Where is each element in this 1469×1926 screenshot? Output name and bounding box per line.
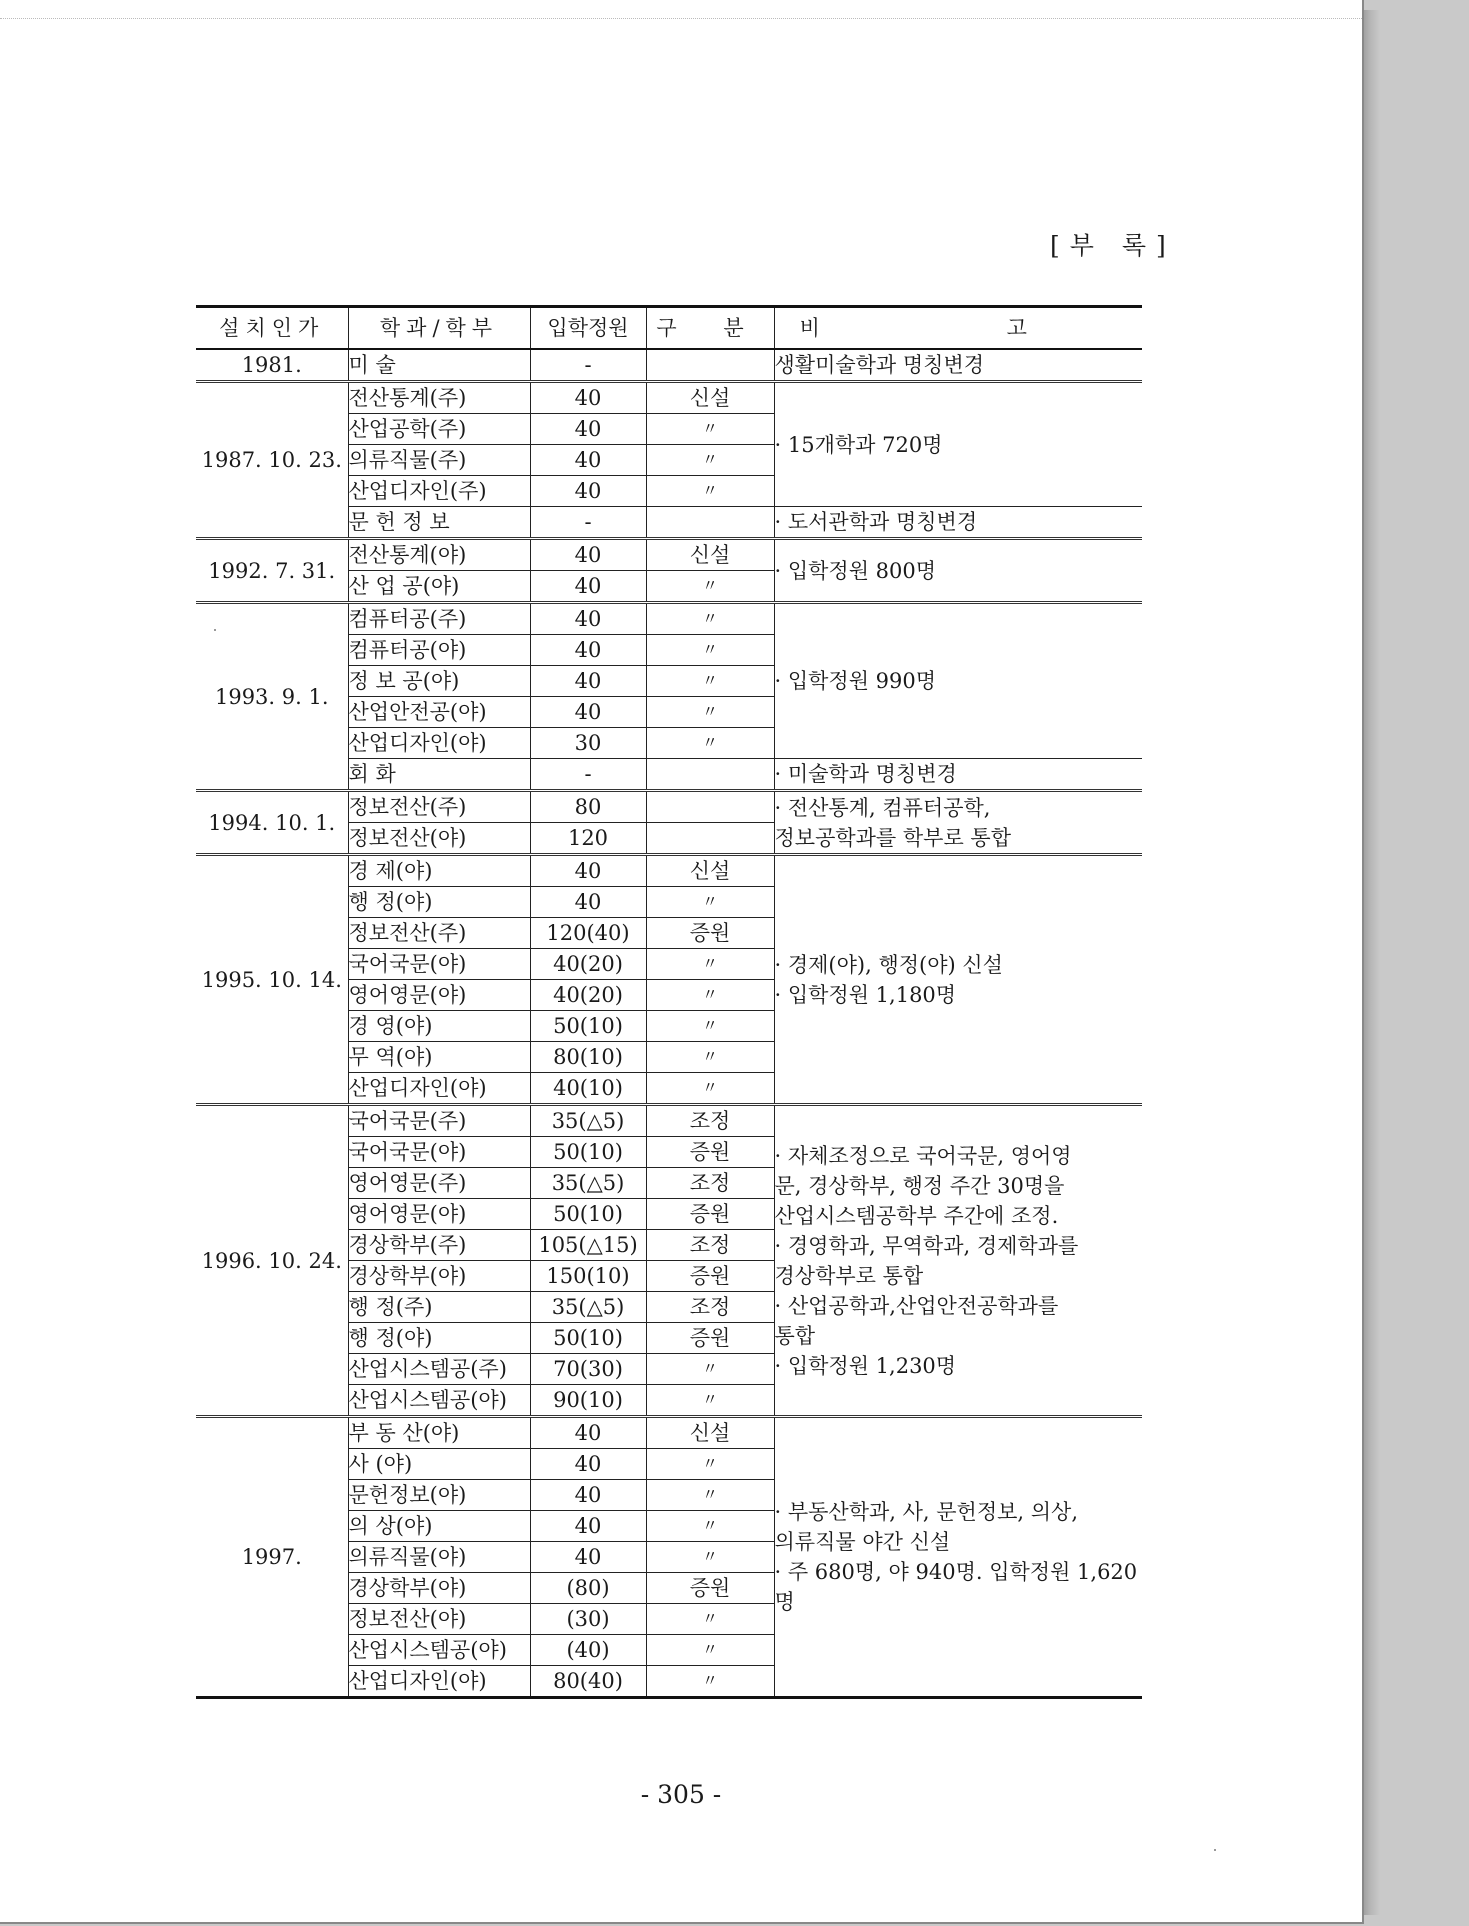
department-cell: 의 상(야) xyxy=(348,1511,530,1542)
remarks-line: · 입학정원 990명 xyxy=(774,669,937,693)
category-cell: 〃 xyxy=(646,887,774,918)
department-cell: 정 보 공(야) xyxy=(348,666,530,697)
category-cell: 〃 xyxy=(646,1042,774,1073)
quota-cell: 80(10) xyxy=(530,1042,646,1073)
remarks-cell xyxy=(774,603,1142,759)
category-cell: 〃 xyxy=(646,1073,774,1105)
category-cell: 신설 xyxy=(646,382,774,414)
category-cell: 증원 xyxy=(646,1261,774,1292)
quota-cell: 40 xyxy=(530,1417,646,1449)
quota-cell: 40 xyxy=(530,635,646,666)
department-cell: 회 화 xyxy=(348,759,530,791)
quota-cell: 50(10) xyxy=(530,1137,646,1168)
category-cell: 〃 xyxy=(646,571,774,603)
remarks-line: 경상학부로 통합 xyxy=(774,1263,924,1288)
category-cell: 〃 xyxy=(646,980,774,1011)
remarks-line: · 미술학과 명칭변경 xyxy=(774,762,957,786)
category-cell: 〃 xyxy=(646,445,774,476)
department-cell: 산업시스템공(주) xyxy=(348,1354,530,1385)
approval-date-cell: 1992. 7. 31. xyxy=(196,539,348,603)
department-cell: 문 헌 정 보 xyxy=(348,507,530,539)
remarks-line: · 도서관학과 명칭변경 xyxy=(774,510,978,534)
category-cell: 〃 xyxy=(646,1511,774,1542)
approval-date-cell: 1981. xyxy=(196,349,348,382)
remarks-line: 통합 xyxy=(774,1323,816,1348)
department-cell: 미 술 xyxy=(348,349,530,382)
department-cell: 경상학부(주) xyxy=(348,1230,530,1261)
department-cell: 정보전산(주) xyxy=(348,918,530,949)
category-cell: 〃 xyxy=(646,414,774,445)
department-cell: 영어영문(야) xyxy=(348,980,530,1011)
category-cell: 〃 xyxy=(646,1354,774,1385)
quota-cell: 40 xyxy=(530,571,646,603)
remarks-line: 생활미술학과 명칭변경 xyxy=(774,353,985,377)
category-cell: 〃 xyxy=(646,1480,774,1511)
department-cell: 산업공학(주) xyxy=(348,414,530,445)
quota-cell: 40 xyxy=(530,887,646,918)
department-cell: 행 정(야) xyxy=(348,887,530,918)
quota-cell: - xyxy=(530,507,646,539)
category-cell: 〃 xyxy=(646,1385,774,1417)
department-cell: 산업디자인(야) xyxy=(348,1073,530,1105)
appendix-label: [부 록] xyxy=(1050,231,1176,260)
column-header-department: 학과/학부 xyxy=(348,307,530,350)
quota-cell: 50(10) xyxy=(530,1199,646,1230)
remarks-cell xyxy=(774,349,1142,382)
quota-cell: 50(10) xyxy=(530,1011,646,1042)
approval-date-cell: 1996. 10. 24. xyxy=(196,1105,348,1417)
table-row xyxy=(196,349,1142,382)
department-cell: 영어영문(야) xyxy=(348,1199,530,1230)
department-cell: 경 제(야) xyxy=(348,855,530,887)
department-cell: 컴퓨터공(주) xyxy=(348,603,530,635)
department-cell: 산업안전공(야) xyxy=(348,697,530,728)
quota-cell: 40 xyxy=(530,855,646,887)
department-cell: 의류직물(야) xyxy=(348,1542,530,1573)
department-cell: 전산통계(야) xyxy=(348,539,530,571)
approval-date-cell: 1994. 10. 1. xyxy=(196,791,348,855)
remarks-line: · 자체조정으로 국어국문, 영어영 xyxy=(774,1143,1072,1168)
quota-cell: 40 xyxy=(530,476,646,507)
department-cell: 문헌정보(야) xyxy=(348,1480,530,1511)
department-cell: 경 영(야) xyxy=(348,1011,530,1042)
category-cell: 〃 xyxy=(646,476,774,507)
category-cell: 〃 xyxy=(646,1635,774,1666)
remarks-cell xyxy=(774,1417,1142,1698)
quota-cell: 40 xyxy=(530,382,646,414)
quota-cell: 40 xyxy=(530,666,646,697)
column-header-remarks: 비 고 xyxy=(774,307,1142,350)
department-cell: 국어국문(야) xyxy=(348,1137,530,1168)
remarks-line: · 입학정원 1,180명 xyxy=(774,982,957,1007)
remarks-line: 문, 경상학부, 행정 주간 30명을 xyxy=(774,1173,1065,1198)
column-header-approval-date: 설치인가 xyxy=(196,307,348,350)
quota-cell: 80 xyxy=(530,791,646,823)
quota-cell: 50(10) xyxy=(530,1323,646,1354)
quota-cell: 35(△5) xyxy=(530,1168,646,1199)
department-cell: 경상학부(야) xyxy=(348,1573,530,1604)
department-cell: 정보전산(야) xyxy=(348,823,530,855)
approval-date-cell: 1995. 10. 14. xyxy=(196,855,348,1105)
remarks-line: · 15개학과 720명 xyxy=(774,432,943,457)
category-cell: 증원 xyxy=(646,1323,774,1354)
remarks-line: · 산업공학과,산업안전공학과를 xyxy=(774,1293,1059,1318)
category-cell: 신설 xyxy=(646,855,774,887)
quota-cell: - xyxy=(530,349,646,382)
category-cell xyxy=(646,349,774,382)
table-body xyxy=(196,349,1142,1698)
quota-cell: 40 xyxy=(530,445,646,476)
category-cell: 증원 xyxy=(646,918,774,949)
quota-cell: 40 xyxy=(530,697,646,728)
department-history-table xyxy=(196,305,1142,1699)
remarks-cell xyxy=(774,855,1142,1105)
quota-cell: 35(△5) xyxy=(530,1292,646,1323)
department-cell: 산업디자인(야) xyxy=(348,728,530,759)
department-cell: 국어국문(야) xyxy=(348,949,530,980)
category-cell: 조정 xyxy=(646,1105,774,1137)
table-row xyxy=(196,1417,1142,1449)
quota-cell: 40(20) xyxy=(530,980,646,1011)
remarks-line: 산업시스템공학부 주간에 조정. xyxy=(774,1203,1059,1228)
quota-cell: 40(10) xyxy=(530,1073,646,1105)
quota-cell: 80(40) xyxy=(530,1666,646,1698)
category-cell: 신설 xyxy=(646,539,774,571)
column-header-quota: 입학정원 xyxy=(530,307,646,350)
department-cell: 산업디자인(주) xyxy=(348,476,530,507)
department-cell: 영어영문(주) xyxy=(348,1168,530,1199)
category-cell: 〃 xyxy=(646,1011,774,1042)
category-cell: 신설 xyxy=(646,1417,774,1449)
approval-date-cell: 1993. 9. 1. xyxy=(196,603,348,791)
scan-edge-rule xyxy=(0,18,1362,19)
quota-cell: 40 xyxy=(530,1542,646,1573)
department-cell: 산업디자인(야) xyxy=(348,1666,530,1698)
quota-cell: 150(10) xyxy=(530,1261,646,1292)
category-cell: 〃 xyxy=(646,728,774,759)
department-cell: 국어국문(주) xyxy=(348,1105,530,1137)
quota-cell: (30) xyxy=(530,1604,646,1635)
quota-cell: 30 xyxy=(530,728,646,759)
department-cell: 컴퓨터공(야) xyxy=(348,635,530,666)
quota-cell: 40 xyxy=(530,603,646,635)
remarks-line: · 경영학과, 무역학과, 경제학과를 xyxy=(774,1233,1079,1258)
category-cell: 〃 xyxy=(646,1449,774,1480)
category-cell: 증원 xyxy=(646,1199,774,1230)
category-cell: 조정 xyxy=(646,1230,774,1261)
remarks-line: · 전산통계, 컴퓨터공학, xyxy=(774,795,991,820)
remarks-cell xyxy=(774,759,1142,791)
table-row xyxy=(196,382,1142,414)
quota-cell: (40) xyxy=(530,1635,646,1666)
scan-speck xyxy=(1214,1849,1216,1851)
category-cell: 조정 xyxy=(646,1168,774,1199)
quota-cell: 70(30) xyxy=(530,1354,646,1385)
category-cell xyxy=(646,507,774,539)
category-cell: 조정 xyxy=(646,1292,774,1323)
remarks-cell xyxy=(774,539,1142,603)
table-row xyxy=(196,855,1142,887)
remarks-cell xyxy=(774,382,1142,507)
department-cell: 산 업 공(야) xyxy=(348,571,530,603)
remarks-line: 명 xyxy=(774,1590,795,1614)
category-cell: 〃 xyxy=(646,949,774,980)
category-cell: 〃 xyxy=(646,666,774,697)
department-cell: 행 정(야) xyxy=(348,1323,530,1354)
table-row xyxy=(196,1105,1142,1137)
remarks-cell xyxy=(774,791,1142,855)
department-cell: 사 (야) xyxy=(348,1449,530,1480)
quota-cell: 40 xyxy=(530,1511,646,1542)
department-cell: 행 정(주) xyxy=(348,1292,530,1323)
category-cell: 〃 xyxy=(646,1666,774,1698)
quota-cell: - xyxy=(530,759,646,791)
department-cell: 경상학부(야) xyxy=(348,1261,530,1292)
table-header-row xyxy=(196,307,1142,350)
remarks-line: · 입학정원 800명 xyxy=(774,558,937,583)
quota-cell: 40(20) xyxy=(530,949,646,980)
category-cell: 증원 xyxy=(646,1137,774,1168)
quota-cell: 35(△5) xyxy=(530,1105,646,1137)
table-row xyxy=(196,791,1142,823)
quota-cell: 40 xyxy=(530,1449,646,1480)
quota-cell: (80) xyxy=(530,1573,646,1604)
category-cell xyxy=(646,823,774,855)
quota-cell: 120 xyxy=(530,823,646,855)
category-cell: 〃 xyxy=(646,1604,774,1635)
category-cell: 증원 xyxy=(646,1573,774,1604)
department-cell: 정보전산(주) xyxy=(348,791,530,823)
department-cell: 의류직물(주) xyxy=(348,445,530,476)
table-row xyxy=(196,603,1142,635)
remarks-line: 의류직물 야간 신설 xyxy=(774,1530,951,1554)
category-cell xyxy=(646,759,774,791)
department-cell: 산업시스템공(야) xyxy=(348,1385,530,1417)
quota-cell: 40 xyxy=(530,539,646,571)
page-number: - 305 - xyxy=(640,1780,722,1809)
remarks-line: · 입학정원 1,230명 xyxy=(774,1353,957,1378)
quota-cell: 120(40) xyxy=(530,918,646,949)
quota-cell: 90(10) xyxy=(530,1385,646,1417)
category-cell: 〃 xyxy=(646,635,774,666)
scan-speck xyxy=(214,629,216,631)
category-cell: 〃 xyxy=(646,697,774,728)
category-cell: 〃 xyxy=(646,603,774,635)
approval-date-cell: 1987. 10. 23. xyxy=(196,382,348,539)
approval-date-cell: 1997. xyxy=(196,1417,348,1698)
remarks-line: · 주 680명, 야 940명. 입학정원 1,620 xyxy=(774,1560,1138,1584)
remarks-line: 정보공학과를 학부로 통합 xyxy=(774,825,1011,850)
department-cell: 부 동 산(야) xyxy=(348,1417,530,1449)
quota-cell: 105(△15) xyxy=(530,1230,646,1261)
category-cell: 〃 xyxy=(646,1542,774,1573)
table-row xyxy=(196,539,1142,571)
department-cell: 산업시스템공(야) xyxy=(348,1635,530,1666)
quota-cell: 40 xyxy=(530,1480,646,1511)
quota-cell: 40 xyxy=(530,414,646,445)
remarks-line: · 경제(야), 행정(야) 신설 xyxy=(774,952,1003,977)
remarks-cell xyxy=(774,507,1142,539)
department-cell: 무 역(야) xyxy=(348,1042,530,1073)
department-cell: 정보전산(야) xyxy=(348,1604,530,1635)
remarks-line: · 부동산학과, 사, 문헌정보, 의상, xyxy=(774,1500,1079,1524)
department-cell: 전산통계(주) xyxy=(348,382,530,414)
column-header-category: 구 분 xyxy=(646,307,774,350)
remarks-cell xyxy=(774,1105,1142,1417)
category-cell xyxy=(646,791,774,823)
